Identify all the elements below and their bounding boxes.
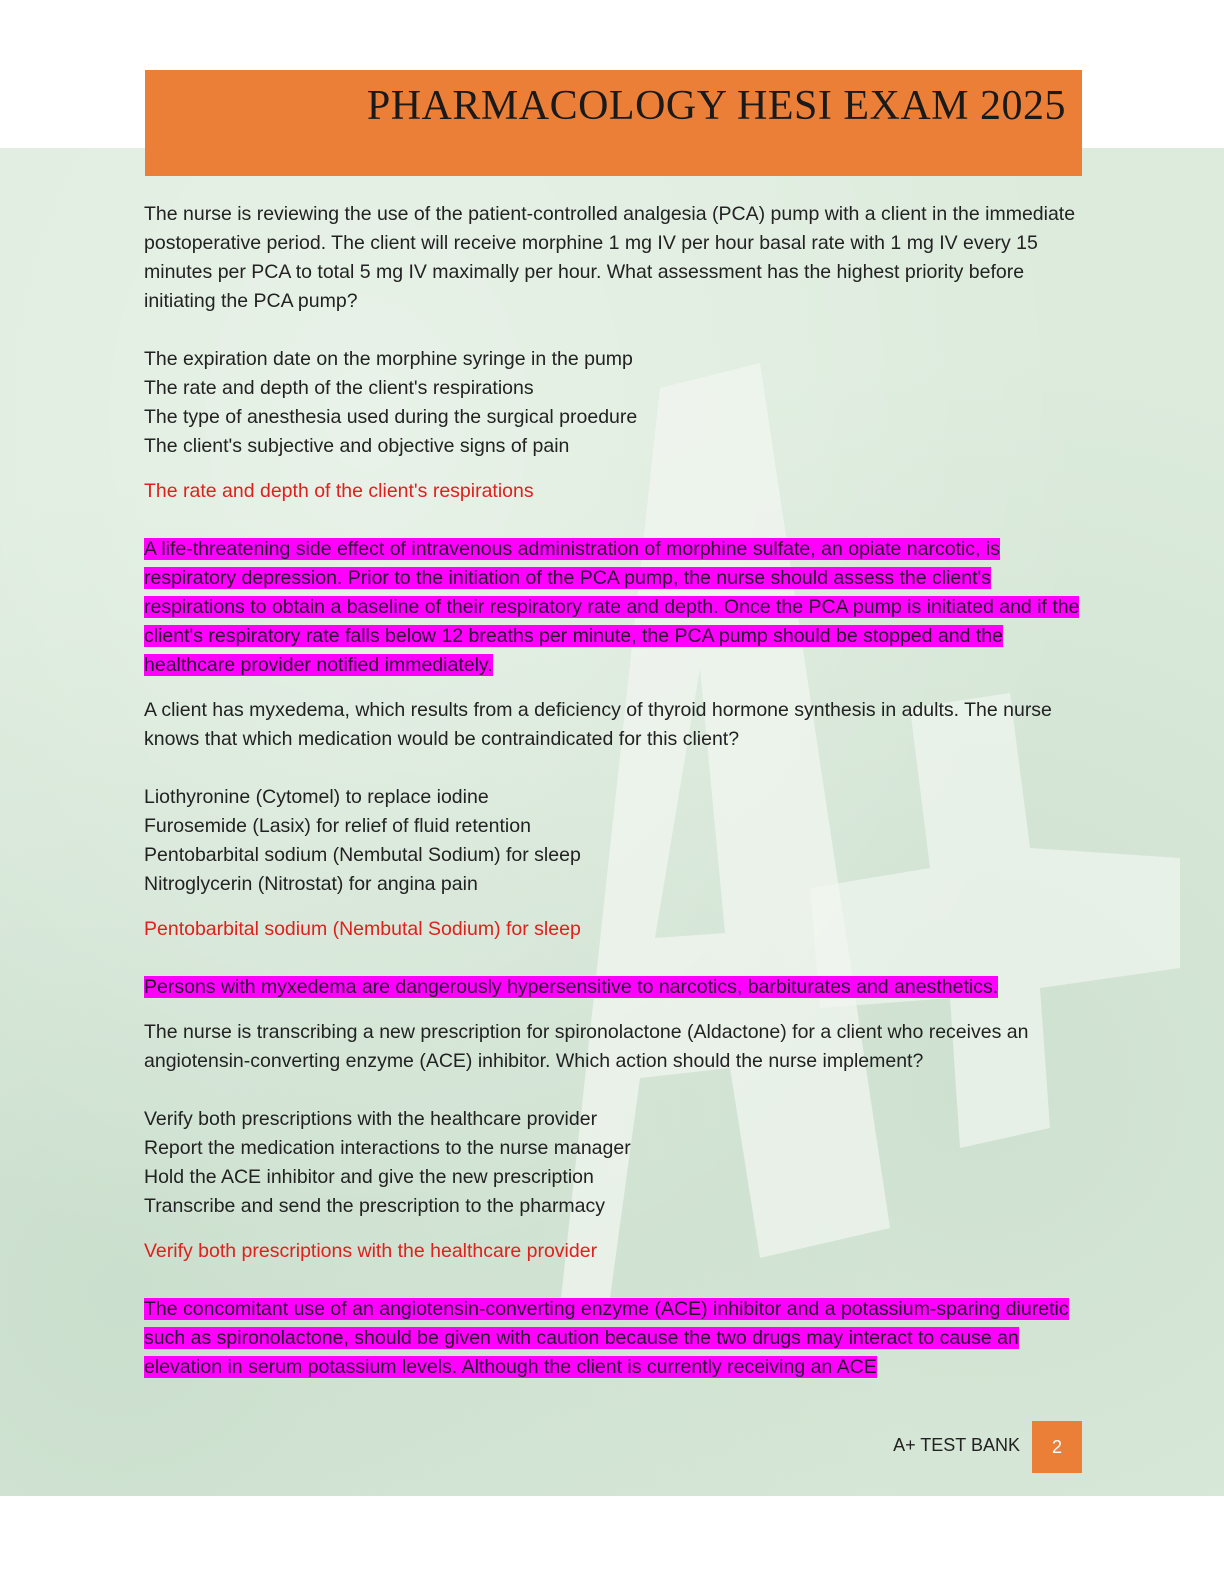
page-number: 2 — [1032, 1421, 1082, 1473]
option: Verify both prescriptions with the healthcare provider — [144, 1108, 598, 1130]
title-banner — [145, 70, 1082, 176]
question-2: A client has myxedema, which results from a deficiency of thyroid hormone synthesis in adults. The nurse knows that which medication would be contraindicated for this client? — [144, 699, 1052, 750]
option: Report the medication interactions to the nurse manager — [144, 1137, 631, 1159]
option: Nitroglycerin (Nitrostat) for angina pain — [144, 873, 478, 895]
option: Pentobarbital sodium (Nembutal Sodium) for sleep — [144, 844, 581, 866]
option: Transcribe and send the prescription to the pharmacy — [144, 1195, 606, 1217]
exam-content — [144, 200, 1084, 1398]
option: The expiration date on the morphine syringe in the pump — [144, 348, 633, 370]
option: Hold the ACE inhibitor and give the new prescription — [144, 1166, 594, 1188]
page-footer — [0, 1421, 1224, 1473]
explanation-highlight: A life-threatening side effect of intravenous administration of morphine sulfate, an opiate narcotic, is respiratory depression. Prior to the initiation of the PCA pump, the nurse should assess the client's respirations to obtain a baseline of their respiratory rate and depth. Once the PCA pump is initiated and if the client's respiratory rate falls below 12 breaths per minute, the PCA pump should be stopped and the healthcare provider notified immediately. — [144, 538, 1080, 676]
options-list-3 — [144, 1105, 1084, 1221]
option: Furosemide (Lasix) for relief of fluid retention — [144, 815, 531, 837]
option: Liothyronine (Cytomel) to replace iodine — [144, 786, 489, 808]
answer-2: Pentobarbital sodium (Nembutal Sodium) for sleep — [144, 918, 581, 940]
option: The rate and depth of the client's respirations — [144, 377, 534, 399]
explanation-highlight: Persons with myxedema are dangerously hypersensitive to narcotics, barbiturates and anesthetics. — [144, 976, 999, 998]
options-list-1 — [144, 345, 1084, 461]
answer-1: The rate and depth of the client's respirations — [144, 480, 534, 502]
option: The client's subjective and objective signs of pain — [144, 435, 570, 457]
explanation-2 — [144, 973, 1084, 1002]
explanation-3 — [144, 1295, 1084, 1382]
footer-brand: A+ TEST BANK — [893, 1435, 1020, 1455]
page-title: PHARMACOLOGY HESI EXAM 2025 — [366, 83, 1066, 129]
explanation-1 — [144, 535, 1084, 680]
explanation-highlight: The concomitant use of an angiotensin-converting enzyme (ACE) inhibitor and a potassium-sparing diuretic such as spironolactone, should be given with caution because the two drugs may interact to cause an elevation in serum potassium levels. Although the client is currently receiving an ACE — [144, 1298, 1069, 1378]
question-3: The nurse is transcribing a new prescription for spironolactone (Aldactone) for a client who receives an angiotensin-converting enzyme (ACE) inhibitor. Which action should the nurse implement? — [144, 1021, 1029, 1072]
options-list-2 — [144, 783, 1084, 899]
question-1: The nurse is reviewing the use of the patient-controlled analgesia (PCA) pump with a client in the immediate postoperative period. The client will receive morphine 1 mg IV per hour basal rate with 1 mg IV every 15 minutes per PCA to total 5 mg IV maximally per hour. What assessment has the highest priority before initiating the PCA pump? — [144, 203, 1076, 312]
answer-3: Verify both prescriptions with the healthcare provider — [144, 1240, 598, 1262]
option: The type of anesthesia used during the surgical proedure — [144, 406, 638, 428]
